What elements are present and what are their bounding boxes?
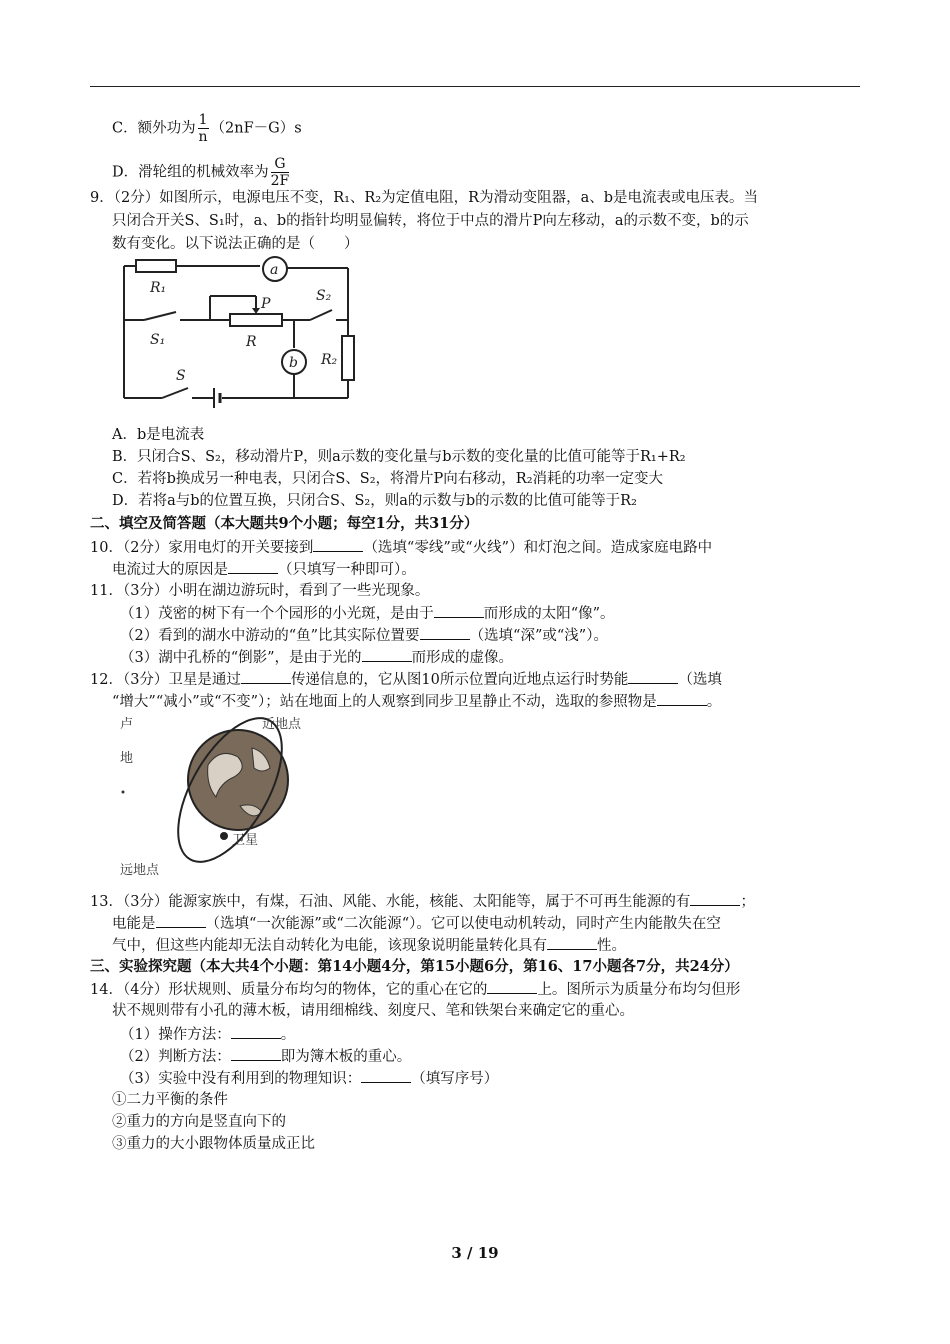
q14-blank3[interactable] (231, 1046, 281, 1061)
label-s2: S₂ (316, 288, 332, 304)
q9-stem-line1: 9．（2分）如图所示，电源电压不变，R₁、R₂为定值电阻，R为滑动变阻器，a、b是电流表或电压表。当 (90, 190, 759, 206)
label-s1: S₁ (150, 332, 166, 348)
q14-item-1: ①二力平衡的条件 (112, 1092, 228, 1108)
q12-line1 (90, 669, 722, 690)
q10-line2a: 电流过大的原因是 (112, 562, 228, 578)
q14-line1a: 14．（4分）形状规则、质量分布均匀的物体，它的重心在它的 (90, 982, 488, 998)
r1-resistor (136, 260, 176, 272)
q14-p2a: （2）判断方法： (120, 1049, 231, 1065)
q14-blank1[interactable] (487, 979, 537, 994)
q11-blank2[interactable] (420, 625, 470, 640)
label-p: P (261, 296, 271, 312)
q11-p2b: （选填“深”或“浅”）。 (469, 628, 608, 644)
q12-blank3[interactable] (657, 691, 707, 706)
earth-globe (188, 730, 288, 830)
q11-p3a: （3）湖中孔桥的“倒影”，是由于光的 (120, 650, 362, 666)
q13-line1a: 13．（3分）能源家族中，有煤，石油、风能、水能，核能、太阳能等，属于不可再生能源的有 (90, 894, 691, 910)
label-satellite: 卫星 (232, 833, 259, 848)
q8-c-suffix: （2nF－G）s (210, 120, 302, 137)
q14-item-3: ③重力的大小跟物体质量成正比 (112, 1136, 315, 1152)
q14-part3 (120, 1068, 498, 1089)
q13-blank1[interactable] (690, 891, 740, 906)
header-rule (90, 86, 860, 87)
q13-line3 (112, 935, 626, 956)
label-left-1: 卢 (120, 717, 134, 732)
q13-blank2[interactable] (156, 913, 206, 928)
label-left-2: 地 (120, 751, 134, 766)
rheostat-r (230, 314, 282, 326)
q13-line3a: 气中，但这些内能却无法自动转化为电能，该现象说明能量转化具有 (112, 938, 547, 954)
section3-title: 三、实验探究题（本大共4个小题：第14小题4分，第15小题6分，第16、17小题各7分，共24分） (90, 958, 739, 975)
q8-c-den: n (198, 129, 208, 145)
q9-option-d: D．若将a与b的位置互换，只闭合S、S₂，则a的示数与b的示数的比值可能等于R₂ (112, 493, 637, 509)
q11-part1 (120, 603, 615, 624)
q11-p2a: （2）看到的湖水中游动的“鱼”比其实际位置要 (120, 628, 420, 644)
page-number: 3 / 19 (451, 1244, 499, 1262)
q11-part2 (120, 625, 608, 646)
q9-option-c: C．若将b换成另一种电表，只闭合S、S₂，将滑片P向右移动，R₂消耗的功率一定变大 (112, 471, 664, 487)
q14-p3b: （填写序号） (411, 1071, 499, 1087)
section2-title: 二、填空及简答题（本大题共9个小题；每空1分，共31分） (90, 515, 479, 532)
q10-line1a: 10．（2分）家用电灯的开关要接到 (90, 540, 314, 556)
q14-blank2[interactable] (231, 1024, 281, 1039)
q10-line1b: （选填“零线”或“火线”）和灯泡之间。造成家庭电路中 (363, 540, 713, 556)
q12-line1b: 传递信息的，它从图10所示位置向近地点运行时势能 (290, 672, 629, 688)
q8-c-prefix: C．额外功为 (112, 120, 196, 137)
q14-p3a: （3）实验中没有利用到的物理知识： (120, 1071, 362, 1087)
q14-part1 (120, 1024, 295, 1045)
label-a: a (270, 262, 279, 278)
q11-part3 (120, 647, 513, 668)
q10-line2b: （只填写一种即可）。 (278, 562, 416, 578)
q10-blank2[interactable] (228, 559, 278, 574)
q12-blank2[interactable] (628, 669, 678, 684)
q13-line1 (90, 891, 755, 912)
q13-blank3[interactable] (547, 935, 597, 950)
q10-line2 (112, 559, 416, 580)
q11-stem: 11．（3分）小明在湖边游玩时，看到了一些光现象。 (90, 583, 430, 599)
q14-blank4[interactable] (361, 1068, 411, 1083)
q12-line1a: 12．（3分）卫星是通过 (90, 672, 241, 688)
q9-circuit-diagram (110, 256, 370, 416)
label-near-point: 近地点 (262, 717, 302, 732)
q12-line1c: （选填 (678, 672, 722, 688)
label-r1: R₁ (150, 280, 167, 296)
q13-line3b: 性。 (597, 938, 626, 954)
q9-stem-line2: 只闭合开关S、S₁时，a、b的指针均明显偏转，将位于中点的滑片P向左移动，a的示数不变，b的示 (112, 213, 749, 229)
q14-p1b: 。 (280, 1027, 296, 1043)
q14-line2: 状不规则带有小孔的薄木板，请用细棉线、刻度尺、笔和铁架台来确定它的重心。 (112, 1003, 634, 1019)
q11-p1b: 而形成的太阳“像”。 (483, 606, 615, 622)
q12-line2 (112, 691, 721, 712)
q8-c-fraction (198, 112, 209, 145)
q11-p1a: （1）茂密的树下有一个个园形的小光斑，是由于 (120, 606, 434, 622)
q10-line1 (90, 537, 712, 558)
q8-option-c (112, 112, 302, 145)
q14-p2b: 即为簿木板的重心。 (280, 1049, 412, 1065)
q14-item-2: ②重力的方向是竖直向下的 (112, 1114, 286, 1130)
label-s: S (176, 368, 186, 384)
q13-line2 (112, 913, 721, 934)
q13-line1b: ； (740, 894, 755, 910)
label-b: b (289, 355, 298, 371)
q9-option-a: A．b是电流表 (112, 427, 205, 443)
q9-option-b: B．只闭合S、S₂，移动滑片P，则a示数的变化量与b示数的变化量的比值可能等于R₁+R₂ (112, 449, 686, 465)
q13-line2b: （选填“一次能源”或“二次能源“）。它可以使电动机转动，同时产生内能散失在空 (205, 916, 721, 932)
q9-stem-line3: 数有变化。以下说法正确的是（ ） (112, 236, 359, 252)
q12-satellite-orbit-figure (112, 710, 352, 880)
r2-resistor (342, 336, 354, 380)
q11-blank1[interactable] (434, 603, 484, 618)
q14-line1 (90, 979, 740, 1000)
q11-blank3[interactable] (362, 647, 412, 662)
q12-line2b: 。 (706, 694, 722, 710)
q14-p1a: （1）操作方法： (120, 1027, 231, 1043)
q8-option-d (112, 156, 291, 189)
q8-c-num: 1 (198, 112, 208, 128)
q13-line2a: 电能是 (112, 916, 156, 932)
q14-line1b: 上。图所示为质量分布均匀但形 (537, 982, 741, 998)
satellite-dot (220, 832, 228, 840)
label-r: R (246, 334, 257, 350)
label-far-point: 远地点 (120, 863, 160, 878)
q14-part2 (120, 1046, 411, 1067)
label-r2: R₂ (321, 352, 338, 368)
q11-p3b: 而形成的虚像。 (411, 650, 514, 666)
q8-d-num: G (271, 156, 290, 173)
q8-d-den: 2F (270, 173, 290, 189)
q12-blank1[interactable] (241, 669, 291, 684)
q10-blank1[interactable] (313, 537, 363, 552)
q12-line2a: “增大”“减小”或“不变”）；站在地面上的人观察到同步卫星静止不动，选取的参照物是 (112, 694, 657, 710)
q8-d-prefix: D．滑轮组的机械效率为 (112, 164, 269, 181)
q8-d-fraction (271, 156, 290, 189)
